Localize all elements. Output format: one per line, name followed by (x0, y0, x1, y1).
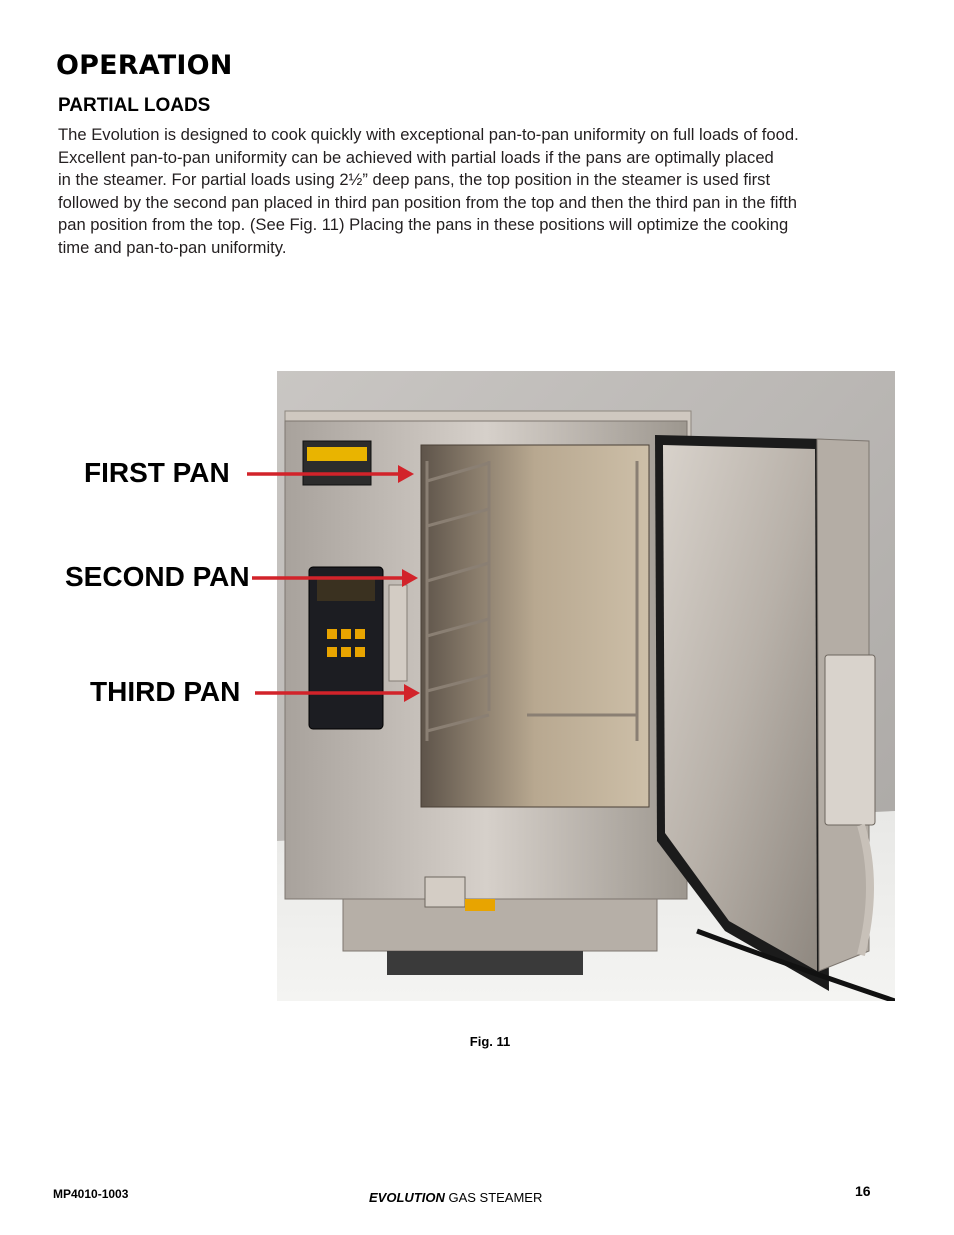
paragraph-line: pan position from the top. (See Fig. 11) Placing the pans in these positions will optimize the cooking (58, 215, 789, 234)
second-pan-label: SECOND PAN (65, 561, 250, 592)
section-title: OPERATION (56, 50, 233, 81)
paragraph-line: Excellent pan-to-pan uniformity can be achieved with partial loads if the pans are optimally placed (58, 147, 774, 167)
third-pan-label: THIRD PAN (90, 676, 241, 707)
first-pan-label: FIRST PAN (84, 457, 230, 488)
paragraph-line: followed by the second pan placed in third pan position from the top and then the third pan in the fifth (58, 192, 797, 212)
body-paragraph (58, 124, 908, 259)
figure-caption: Fig. 11 (469, 1034, 511, 1049)
footer-product-rest: GAS STEAMER (444, 1190, 543, 1205)
page-number: 16 (855, 1183, 871, 1199)
steamer-photo (277, 371, 895, 1001)
footer-product-emphasis: EVOLUTION (369, 1190, 445, 1205)
paragraph-line: The Evolution is designed to cook quickly with exceptional pan-to-pan uniformity on full loads of food. (58, 125, 799, 144)
footer-product-name (369, 1190, 542, 1205)
document-number: MP4010-1003 (53, 1187, 129, 1201)
steamer-illustration (277, 371, 895, 1001)
subheading: PARTIAL LOADS (58, 95, 211, 116)
paragraph-line: in the steamer. For partial loads using 2½” deep pans, the top position in the steamer is used first (58, 170, 771, 189)
paragraph-line: time and pan-to-pan uniformity. (58, 237, 287, 257)
